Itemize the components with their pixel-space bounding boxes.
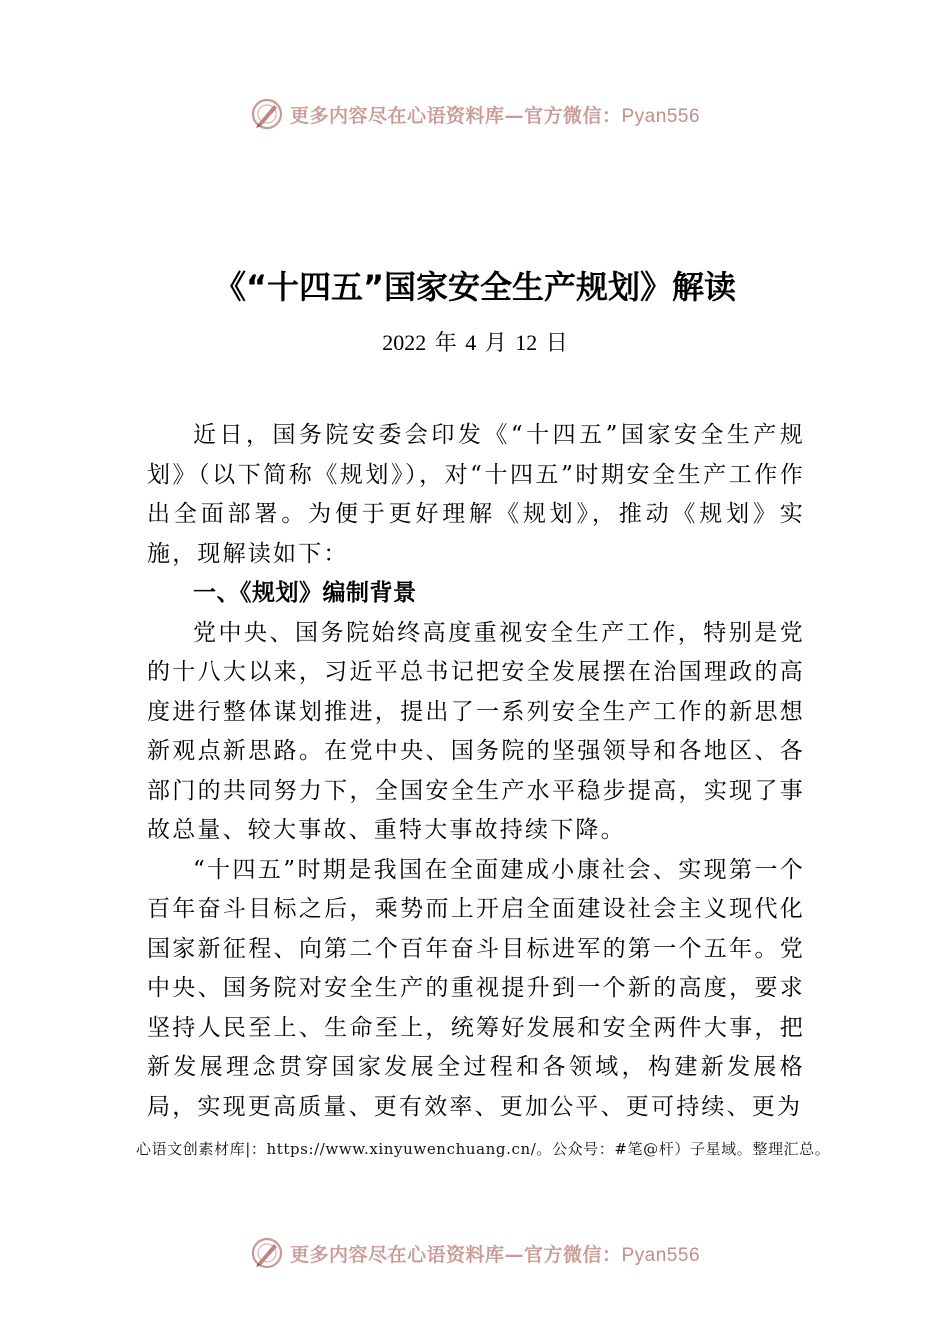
document-date: 2022 年 4 月 12 日 — [382, 330, 568, 355]
footer-watermark — [0, 1233, 950, 1273]
watermark-text: 更多内容尽在心语资料库—官方微信：Pyan556 — [289, 1243, 701, 1266]
pen-logo-icon — [250, 1236, 284, 1270]
section-heading: 一、《规划》编制背景 — [193, 580, 417, 606]
body-paragraph-2: “十四五”时期是我国在全面建成小康社会、实现第一个百年奋斗目标之后，乘势而上开启全面建设社会主义现代化国家新征程、向第二个百年奋斗目标进军的第一个五年。党中央、国务院对安全生产的重视提升到一个新的高度，要求坚持人民至上、生命至上，统筹好发展和安全两件大事，把新发展理念贯穿国家发展全过程和各领域，构建新发展格局，实现更高质量、更有效率、更加公平、更可持续、更为 — [147, 856, 805, 1120]
header-watermark — [0, 94, 950, 134]
intro-paragraph: 近日，国务院安委会印发《“十四五”国家安全生产规划》（以下简称《规划》），对“十四五”时期安全生产工作作出全面部署。为便于更好理解《规划》，推动《规划》实施，现解读如下： — [147, 422, 805, 567]
document-body — [147, 416, 805, 1127]
watermark-text: 更多内容尽在心语资料库—官方微信：Pyan556 — [289, 104, 701, 127]
watermark-account: Pyan556 — [621, 1244, 701, 1266]
watermark-account: Pyan556 — [621, 105, 701, 127]
pen-logo-icon — [250, 97, 284, 131]
document-title: 《“十四五”国家安全生产规划》解读 — [213, 268, 737, 306]
body-paragraph-1: 党中央、国务院始终高度重视安全生产工作，特别是党的十八大以来，习近平总书记把安全发展摆在治国理政的高度进行整体谋划推进，提出了一系列安全生产工作的新思想新观点新思路。在党中央、国务院的坚强领导和各地区、各部门的共同努力下，全国安全生产水平稳步提高，实现了事故总量、较大事故、重特大事故持续下降。 — [147, 619, 805, 843]
footer-source-note: 心语文创素材库|：https://www.xinyuwenchuang.cn/。公众号：#笔@杆）子星域。整理汇总。 — [136, 1140, 831, 1158]
